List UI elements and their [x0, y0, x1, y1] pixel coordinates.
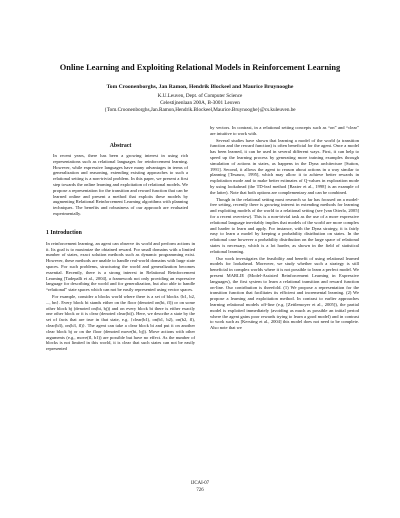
- author-list: Tom Croonenborghs, Jan Ramon, Hendrik Blockeel and Maurice Bruynooghe: [106, 84, 294, 90]
- page-number: 726: [196, 488, 204, 493]
- abstract-text: In recent years, there has been a growing interest in using rich representations such as relational languages for reinforcement learning. However, while expressive languages have many advantages in terms of generalization and reasoning, extending existing approaches to such a relational setting is a non-trivial problem. In this paper, we present a first step towards the online learning and exploitation of relational models. We propose a representation for the transition and reward function that can be learned online and present a method that exploits these models by augmenting Relational Reinforcement Learning algorithms with planning techniques. The benefits and robustness of our approach are evaluated experimentally.: [53, 153, 188, 216]
- body-paragraph: Our work investigates the feasibility and benefit of using relational learned models for lookahead. Moreover, we study whether such a strategy is still beneficial in complex worlds where it is not possible to learn a perfect model. We present MARLIE (Model-Assisted Reinforcement Learning in Expressive languages), the first system to learn a relational transition and reward function on-line. Our contribution is threefold. (1) We propose a representation for the transition function that facilitates its efficient and incremental learning. (2) We propose a learning and exploitation method. In contrast to earlier approaches learning relational models off-line (e.g. [Zettlemoyer et al., 2005]), the partial model is exploited immediately (avoiding as much as possible an initial period where the agent gains poor rewards trying to learn a good model) and in contrast to work such as [Kersting et al., 2004] this model does not need to be complete. Also note that we: [210, 255, 359, 331]
- body-paragraph: Though in the relational setting most research so far has focused on a model-free setting, recently there is growing interest in extending methods for learning and exploiting models of the world to a relational setting (see [van Otterlo, 2005] for a recent overview). This is a non-trivial task as the use of a more expressive relational language inevitably implies that models of the world are more complex and harder to learn and apply. For instance, with the Dyna strategy, it is fairly easy to learn a model by keeping a probability distribution on states. In the relational case however a probability distribution on the large space of relational states is necessary, which is a lot harder, as shown in the field of statistical relational learning.: [210, 196, 359, 254]
- paper-title: Online Learning and Exploiting Relational Models in Reinforcement Learning: [59, 63, 341, 72]
- body-paragraph: by vectors. In contrast, in a relational setting concepts such as “on” and “clear” are intuitive to work with.: [210, 125, 359, 136]
- affiliation-department: K.U.Leuven, Dept. of Computer Science: [157, 93, 243, 99]
- affiliation-emails: {Tom.Croonenborghs,Jan.Ramon,Hendrik.Blockeel,Maurice.Bruynooghe}@cs.kuleuven.be: [104, 107, 296, 113]
- abstract-heading: Abstract: [109, 143, 132, 149]
- intro-paragraph: For example, consider a blocks world where there is a set of blocks {b1, b2, ..., bn}. Every block bi stands either on the floor (denoted on(bi, fl)) or on some other block bj (denoted on(bi, bj)) and on every block bi there is either exactly one other block or it is clear (denoted clear(bi)). Here, we describe a state by the set of facts that are true in that state, e.g. {clear(b1), on(b1, b2), on(b2, fl), clear(b3), on(b3, fl)}. The agent can take a clear block bi and put it on another clear block bj or on the floor (denoted move(bi, bj)). Move actions with other arguments (e.g., move(fl, b1)) are possible but have no effect. As the number of blocks is not limited in this world, it is clear that such states can not be easily represented: [46, 293, 195, 352]
- venue-footer: IJCAI-07: [190, 481, 210, 486]
- intro-paragraph: In reinforcement learning, an agent can observe its world and perform actions in it. Its goal is to maximize the obtained reward. For small domains with a limited number of states, exact solution methods such as dynamic programming exist. However, these methods are unable to handle real-world domains with large state spaces. For such problems, structuring the world and generalization becomes essential. Recently, there is a strong interest in Relational Reinforcement Learning [Tadepalli et al., 2004], a framework not only providing an expressive language for describing the world and for generalization, but also able to handle “relational” state spaces which can not be easily represented using vector spaces.: [46, 240, 195, 293]
- right-column: [210, 125, 359, 332]
- left-column: [46, 126, 195, 353]
- affiliation-address: Celestijnenlaan 200A, B-3001 Leuven: [160, 100, 240, 106]
- section-heading-introduction: 1 Introduction: [46, 229, 82, 236]
- body-paragraph: Several studies have shown that learning a model of the world (a transition function and the reward function) is often beneficial for the agent. Once a model has been learned, it can be used in several different ways. First, it can help to speed up the learning process by generating more training examples through simulation of actions in states, as happens in the Dyna architecture [Sutton, 1991]. Second, it allows the agent to reason about actions in a way similar to planning [Tesauro, 1995], which may allow it to achieve better rewards in exploitation mode and to make better estimates of Q-values in exploration mode by using lookahead (the TD-leaf method [Baxter et al., 1998] is an example of the latter). Note that both options are complementary and can be combined.: [210, 137, 359, 195]
